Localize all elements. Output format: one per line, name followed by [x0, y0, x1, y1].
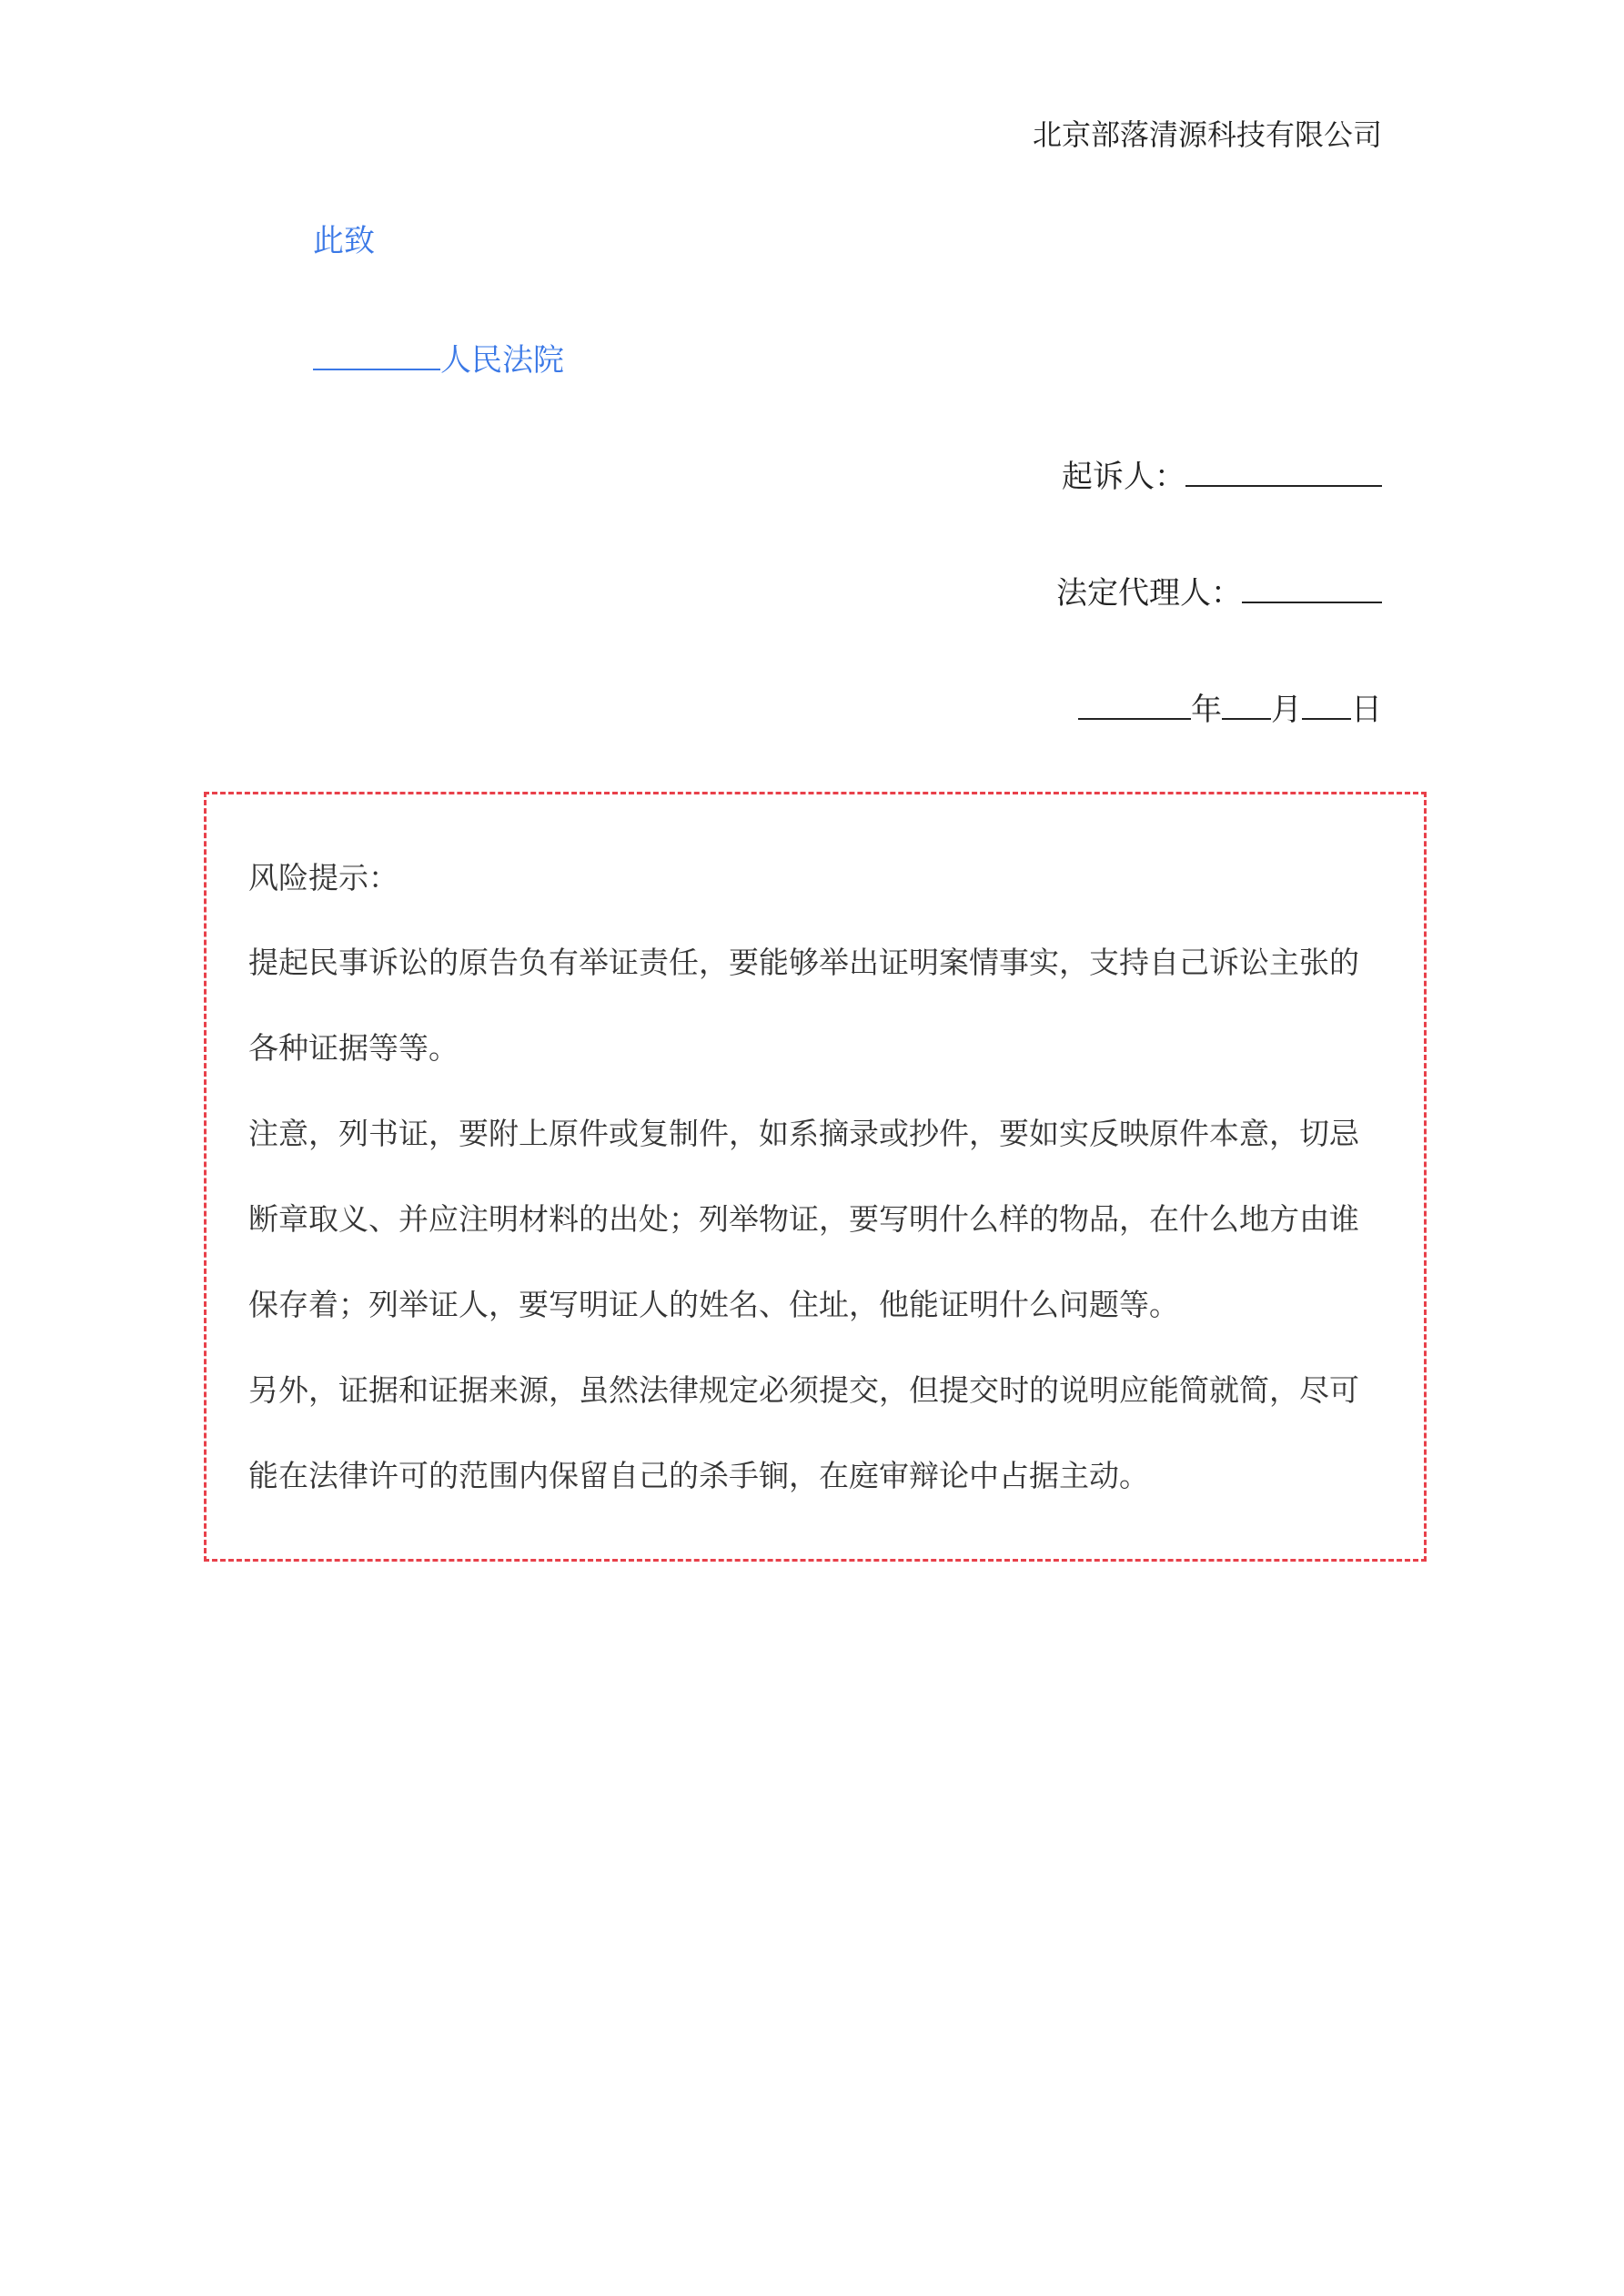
company-name: 北京部落清源科技有限公司 — [1032, 117, 1382, 152]
day-blank[interactable] — [1302, 689, 1351, 720]
month-label: 月 — [1271, 692, 1302, 728]
risk-paragraph: 另外，证据和证据来源，虽然法律规定必须提交，但提交时的说明应能简就简，尽可能在法律许可的范围内保留自己的杀手锏，在庭审辩论中占据主动。 — [248, 1372, 1359, 1493]
year-label: 年 — [1191, 692, 1222, 728]
risk-title: 风险提示： — [248, 860, 398, 895]
month-blank[interactable] — [1222, 689, 1271, 720]
salutation: 此致 — [313, 223, 375, 259]
agent-blank[interactable] — [1242, 572, 1382, 603]
risk-notice-box — [204, 792, 1427, 1562]
court-line — [313, 339, 564, 381]
year-blank[interactable] — [1078, 689, 1191, 720]
risk-paragraph: 提起民事诉讼的原告负有举证责任，要能够举出证明案情事实，支持自己诉讼主张的各种证据等等。 — [248, 945, 1359, 1066]
plaintiff-label: 起诉人： — [1062, 459, 1185, 495]
court-name-blank[interactable] — [313, 339, 440, 370]
day-label: 日 — [1351, 692, 1382, 728]
risk-paragraph: 注意，列书证，要附上原件或复制件，如系摘录或抄件，要如实反映原件本意，切忌断章取义、并应注明材料的出处；列举物证，要写明什么样的物品，在什么地方由谁保存着；列举证人，要写明证人的姓名、住址，他能证明什么问题等。 — [248, 1116, 1359, 1322]
agent-line — [1056, 572, 1382, 614]
date-line — [1078, 689, 1382, 731]
court-suffix: 人民法院 — [440, 342, 564, 379]
plaintiff-blank[interactable] — [1185, 456, 1382, 487]
agent-label: 法定代理人： — [1056, 575, 1242, 612]
plaintiff-line — [1062, 456, 1382, 498]
